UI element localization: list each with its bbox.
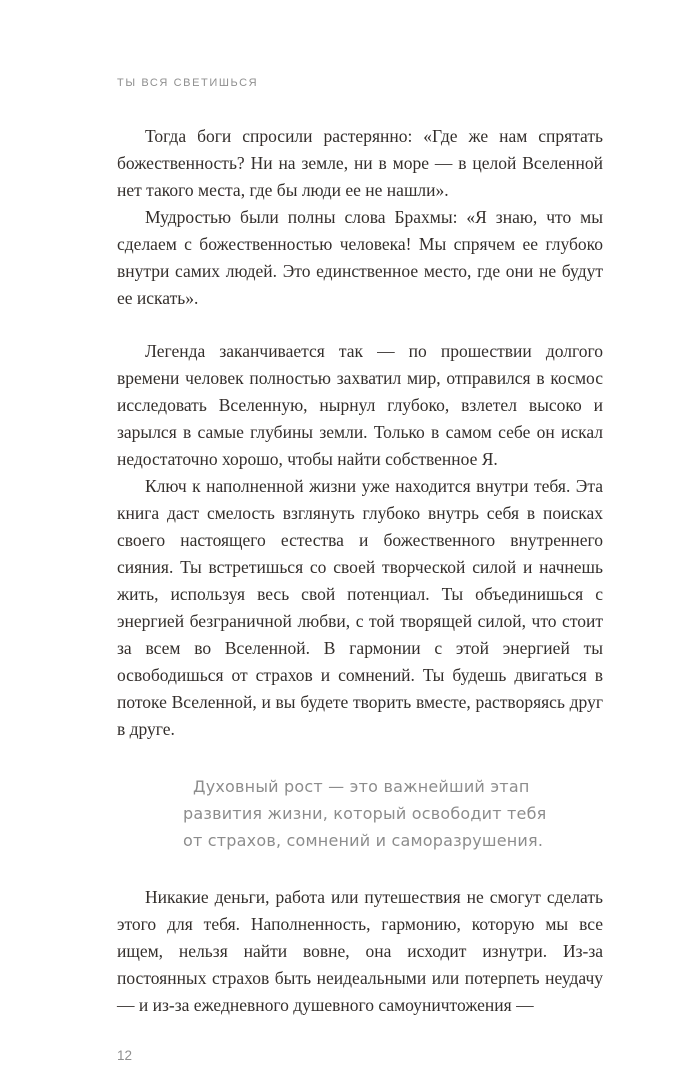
paragraph-key-inside: Ключ к наполненной жизни уже находится внутри тебя. Эта книга даст смелость взглянуть глубоко внутрь себя в поисках своего настоящего естества и божественного внутреннего сияния. Ты встретишься со своей творческой силой и начнешь жить, используя весь свой потенциал. Ты объединишься с энергией безграничной любви, с той творящей силой, что стоит за всем во Вселенной. В гармонии с этой энергией ты освободишься от страхов и сомнений. Ты будешь двигаться в потоке Вселенной, и вы будете творить вместе, растворяясь друг в друге. [117,476,603,739]
paragraph-legend-ending: Легенда заканчивается так — по прошествии долгого времени человек полностью захватил мир, отправился в космос исследовать Вселенную, нырнул глубоко, взлетел высоко и зарылся в самые глубины земли. Только в самом себе он искал недостаточно хорошо, чтобы найти собственное Я. [117,341,603,469]
paragraph-brahma-words: Мудростью были полны слова Брахмы: «Я знаю, что мы сделаем с божественностью человека! Мы спрячем ее глубоко внутри самих людей. Это единственное место, где они не будут ее искать». [117,207,603,308]
paragraph-no-money: Никакие деньги, работа или путешествия не смогут сделать этого для тебя. Наполненность, гармонию, которую мы все ищем, нельзя найти вовне, она исходит изнутри. Из-за постоянных страхов быть неидеальными или потерпеть неудачу — и из-за ежедневного душевного самоуничтожения — [117,887,603,1015]
page-header [117,78,603,89]
paragraph-legend-gods: Тогда боги спросили растерянно: «Где же нам спрятать божественность? Ни на земле, ни в море — в целой Вселенной нет такого места, где бы люди ее не нашли». [117,126,603,200]
pull-quote: Духовный рост — это важнейший этап развития жизни, который освободит тебя от страхов, сомнений и саморазрушения. [183,777,547,850]
running-header: ТЫ ВСЯ СВЕТИШЬСЯ [117,77,259,89]
page-number: 12 [117,1048,133,1063]
page-body [117,123,603,1019]
page-footer [117,1047,603,1065]
